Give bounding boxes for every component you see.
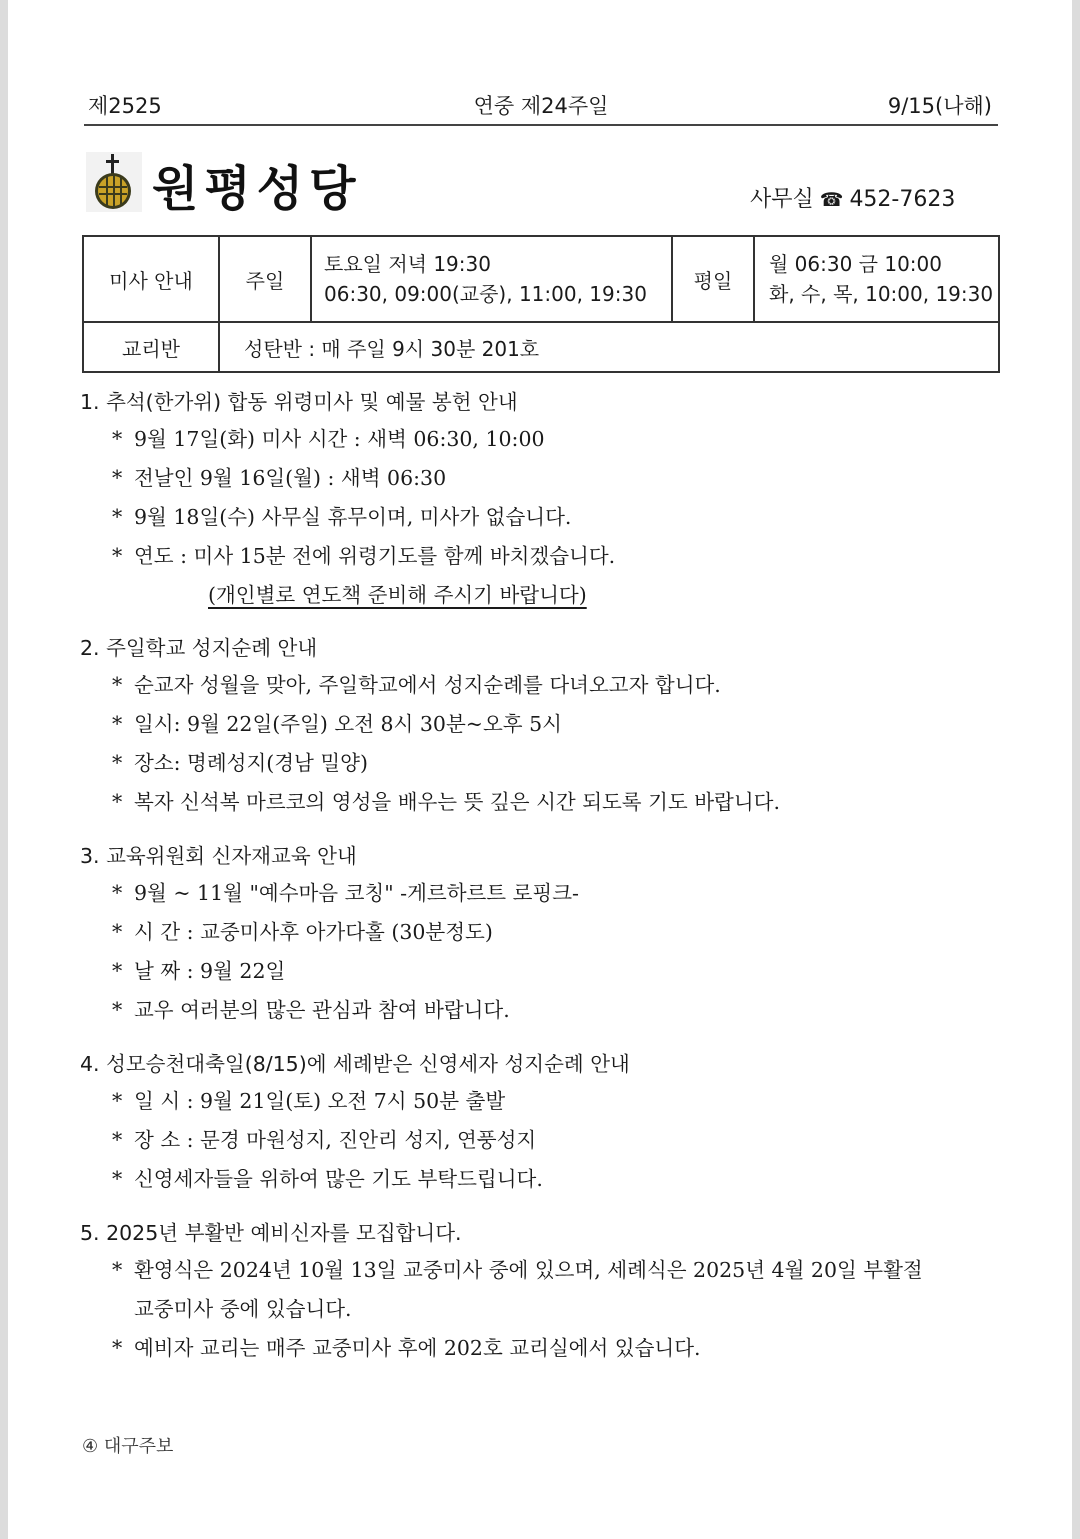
office-phone: 452-7623 — [849, 187, 956, 212]
catechism-text: 성탄반 : 매 주일 9시 30분 201호 — [219, 322, 999, 372]
list-item: * 일시: 9월 22일(주일) 오전 8시 30분~오후 5시 — [80, 705, 1010, 744]
bullet-star-icon: * — [112, 920, 123, 944]
section-title: 4. 성모승천대축일(8/15)에 세례받은 신영세자 성지순례 안내 — [80, 1052, 630, 1076]
announcements — [80, 382, 1010, 1368]
list-item: * 9월 17일(화) 미사 시간 : 새벽 06:30, 10:00 — [80, 420, 1010, 459]
weekday-label: 평일 — [672, 236, 754, 322]
bullet-star-icon: * — [112, 712, 123, 736]
list-item: * 9월 18일(수) 사무실 휴무이며, 미사가 없습니다. — [80, 498, 1010, 537]
list-item: * 장 소 : 문경 마원성지, 진안리 성지, 연풍성지 — [80, 1121, 1010, 1160]
sunday-times-line1: 토요일 저녁 19:30 — [324, 252, 491, 276]
bullet-star-icon: * — [112, 881, 123, 905]
bullet-star-icon: * — [112, 790, 123, 814]
bulletin-header — [84, 86, 998, 118]
section-title: 2. 주일학교 성지순례 안내 — [80, 636, 318, 660]
list-item: * 날 짜 : 9월 22일 — [80, 952, 1010, 991]
list-item: * 예비자 교리는 매주 교중미사 후에 202호 교리실에서 있습니다. — [80, 1329, 1010, 1368]
sunday-times — [311, 236, 672, 322]
sunday-times-line2: 06:30, 09:00(교중), 11:00, 19:30 — [324, 282, 647, 306]
bullet-star-icon: * — [112, 544, 123, 568]
list-item: * 일 시 : 9월 21일(토) 오전 7시 50분 출발 — [80, 1082, 1010, 1121]
list-item: * 연도 : 미사 15분 전에 위령기도를 함께 바치겠습니다. — [80, 537, 1010, 576]
liturgical-week: 연중 제24주일 — [473, 94, 609, 118]
list-item: * 환영식은 2024년 10월 13일 교중미사 중에 있으며, 세례식은 2025년 4월 20일 부활절 — [80, 1251, 1010, 1290]
bullet-star-icon: * — [112, 1089, 123, 1113]
mass-label: 미사 안내 — [83, 236, 219, 322]
bullet-star-icon: * — [112, 751, 123, 775]
church-name: 원평성당 — [152, 161, 362, 217]
bullet-star-icon: * — [112, 427, 123, 451]
section-title: 5. 2025년 부활반 예비신자를 모집합니다. — [80, 1221, 462, 1245]
weekday-times-line1: 월 06:30 금 10:00 — [769, 252, 942, 276]
weekday-times-line2: 화, 수, 목, 10:00, 19:30 — [769, 282, 994, 306]
bullet-star-icon: * — [112, 505, 123, 529]
weekday-times — [754, 236, 999, 322]
list-item: * 복자 신석복 마르코의 영성을 배우는 뜻 깊은 시간 되도록 기도 바랍니다. — [80, 783, 1010, 822]
list-item: * 신영세자들을 위하여 많은 기도 부탁드립니다. — [80, 1160, 1010, 1199]
bullet-star-icon: * — [112, 998, 123, 1022]
catechism-label: 교리반 — [83, 322, 219, 372]
right-frame — [1072, 0, 1080, 1539]
list-item: * 시 간 : 교중미사후 아가다홀 (30분정도) — [80, 913, 1010, 952]
bullet-star-icon: * — [112, 1258, 123, 1282]
list-item: * 장소: 명례성지(경남 밀양) — [80, 744, 1010, 783]
page-footer: ④ 대구주보 — [82, 1436, 174, 1457]
list-item: * 순교자 성월을 맞아, 주일학교에서 성지순례를 다녀오고자 합니다. — [80, 666, 1010, 705]
bullet-star-icon: * — [112, 673, 123, 697]
sunday-label: 주일 — [219, 236, 311, 322]
list-item: * 9월 ~ 11월 "예수마음 코칭" -게르하르트 로핑크- — [80, 874, 1010, 913]
bullet-star-icon: * — [112, 1336, 123, 1360]
bullet-star-icon: * — [112, 1167, 123, 1191]
list-item-continuation: 교중미사 중에 있습니다. — [134, 1297, 352, 1321]
mass-schedule-table — [82, 235, 1000, 373]
section-title: 1. 추석(한가위) 합동 위령미사 및 예물 봉헌 안내 — [80, 390, 518, 414]
list-item: * 전날인 9월 16일(월) : 새벽 06:30 — [80, 459, 1010, 498]
bulletin-date: 9/15(나해) — [887, 94, 992, 118]
section-note: (개인별로 연도책 준비해 주시기 바랍니다) — [208, 583, 587, 607]
left-frame — [0, 0, 8, 1539]
bullet-star-icon: * — [112, 1128, 123, 1152]
office-label: 사무실 — [750, 187, 814, 212]
church-logo-icon — [86, 152, 142, 212]
office-contact — [750, 182, 955, 213]
list-item: * 교우 여러분의 많은 관심과 참여 바랍니다. — [80, 991, 1010, 1030]
issue-number: 제2525 — [88, 94, 162, 118]
section-title: 3. 교육위원회 신자재교육 안내 — [80, 844, 357, 868]
header-divider — [84, 124, 998, 126]
bullet-star-icon: * — [112, 959, 123, 983]
bullet-star-icon: * — [112, 466, 123, 490]
phone-icon: ☎ — [819, 189, 844, 211]
